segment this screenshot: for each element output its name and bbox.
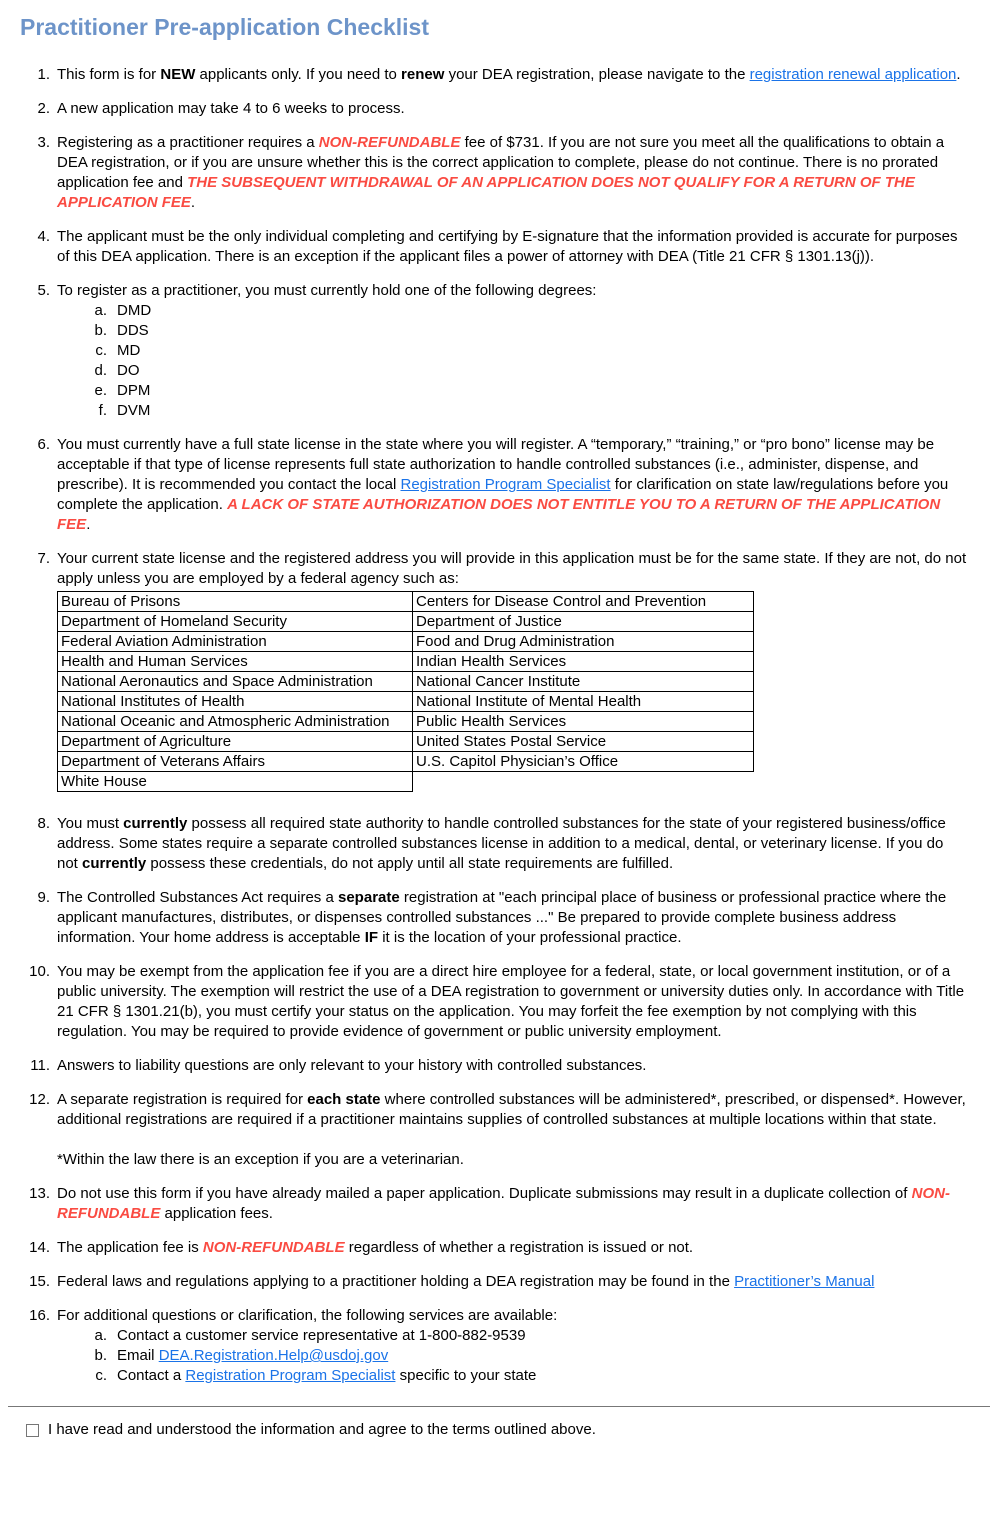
text-run: possess all required state authority to handle controlled substances for the state of your registered business/office address. Some states require a separate controlled substances license in addition to a medical, dental, or veterinary license. If you do not: [57, 815, 946, 872]
sub-item: [57, 1326, 967, 1346]
table-cell: U.S. Capitol Physician’s Office: [413, 752, 754, 772]
item-body: [57, 435, 967, 535]
text-run: A LACK OF STATE AUTHORIZATION DOES NOT ENTITLE YOU TO A RETURN OF THE APPLICATION FEE: [57, 496, 941, 533]
text-run: Registering as a practitioner requires a: [57, 134, 319, 151]
table-cell: Public Health Services: [413, 712, 754, 732]
inline-link[interactable]: Registration Program Specialist: [400, 476, 611, 493]
table-cell: National Cancer Institute: [413, 672, 754, 692]
item-body: [57, 1184, 967, 1224]
text-run: possess these credentials, do not apply until all state requirements are fulfilled.: [146, 855, 674, 872]
text-run: IF: [364, 929, 379, 946]
item-number: 16.: [29, 1307, 50, 1324]
sub-list: [57, 301, 967, 421]
page-title: Practitioner Pre-application Checklist: [20, 14, 430, 40]
sub-item-text: [107, 341, 140, 361]
item-paragraph: [57, 1306, 967, 1326]
text-run: DPM: [117, 382, 151, 399]
text-run: The Controlled Substances Act requires a: [57, 889, 338, 906]
text-run: MD: [117, 342, 141, 359]
item-number: 15.: [29, 1273, 50, 1290]
item-paragraph: [57, 1238, 967, 1258]
sub-item-letter: d.: [94, 362, 107, 379]
sub-item-letter: a.: [94, 302, 107, 319]
item-number: 14.: [29, 1239, 50, 1256]
text-run: NEW: [160, 66, 196, 83]
text-run: NON-REFUNDABLE: [57, 1185, 950, 1222]
list-item: [20, 1090, 976, 1170]
text-run: for clarification on state law/regulations before you complete the application.: [57, 476, 949, 513]
sub-item-letter: c.: [95, 342, 107, 359]
inline-link[interactable]: Registration Program Specialist: [185, 1367, 396, 1384]
sub-item-letter: c.: [95, 1367, 107, 1384]
item-body: [57, 1056, 967, 1076]
text-run: separate: [338, 889, 400, 906]
table-row: [58, 752, 754, 772]
item-paragraph: [57, 962, 967, 1042]
list-item: [20, 888, 976, 948]
item-number: 3.: [37, 134, 50, 151]
item-paragraph: [57, 65, 967, 85]
item-number: 12.: [29, 1091, 50, 1108]
text-run: Contact a customer service representative at 1-800-882-9539: [117, 1327, 526, 1344]
item-paragraph: [57, 1272, 967, 1292]
checklist: [20, 65, 976, 1386]
text-run: NON-REFUNDABLE: [202, 1239, 345, 1256]
text-run: DO: [117, 362, 140, 379]
table-row: [58, 732, 754, 752]
table-cell: Department of Agriculture: [58, 732, 413, 752]
text-run: .: [956, 66, 961, 83]
table-cell: National Institute of Mental Health: [413, 692, 754, 712]
table-cell: Health and Human Services: [58, 652, 413, 672]
table-cell: Federal Aviation Administration: [58, 632, 413, 652]
sub-item-text: [107, 361, 140, 381]
agreement-label: I have read and understood the information and agree to the terms outlined above.: [48, 1421, 596, 1438]
text-run: The applicant must be the only individual completing and certifying by E-signature that the information provided is accurate for purposes of this DEA application. There is an exception if the applicant files a power of attorney with DEA (Title 21 CFR § 1301.13(j)).: [57, 228, 958, 265]
list-item: [20, 962, 976, 1042]
table-cell: Department of Justice: [413, 612, 754, 632]
sub-item: [57, 361, 967, 381]
item-body: [57, 133, 967, 213]
list-item: [20, 1238, 976, 1258]
item-paragraph: [57, 1056, 967, 1076]
sub-item-text: [107, 1326, 526, 1346]
item-paragraph: [57, 1184, 967, 1224]
text-run: Email: [117, 1347, 159, 1364]
text-run: The application fee is: [57, 1239, 203, 1256]
item-body: [57, 99, 967, 119]
list-item: [20, 65, 976, 85]
text-run: A separate registration is required for: [57, 1091, 308, 1108]
item-body: [57, 1272, 967, 1292]
item-paragraph: [57, 281, 967, 301]
text-run: You must: [57, 815, 124, 832]
sub-item: [57, 301, 967, 321]
item-paragraph: [57, 99, 967, 119]
text-run: currently: [123, 815, 188, 832]
item-number: 7.: [37, 550, 50, 567]
sub-item: [57, 401, 967, 421]
text-run: *Within the law there is an exception if you are a veterinarian.: [57, 1151, 464, 1168]
text-run: DVM: [117, 402, 151, 419]
text-run: Contact a: [117, 1367, 186, 1384]
text-run: Answers to liability questions are only relevant to your history with controlled substances.: [57, 1057, 647, 1074]
inline-link[interactable]: DEA.Registration.Help@usdoj.gov: [158, 1347, 389, 1364]
table-cell: Bureau of Prisons: [58, 592, 413, 612]
sub-item-letter: e.: [94, 382, 107, 399]
inline-link[interactable]: registration renewal application: [749, 66, 957, 83]
item-body: [57, 549, 967, 800]
item-paragraph: [57, 549, 967, 589]
table-cell: National Oceanic and Atmospheric Administration: [58, 712, 413, 732]
agreement-checkbox[interactable]: [26, 1424, 39, 1437]
text-run: To register as a practitioner, you must currently hold one of the following degrees:: [57, 282, 597, 299]
agency-table: [57, 591, 754, 792]
table-row: [58, 712, 754, 732]
item-body: [57, 1090, 967, 1170]
sub-item: [57, 1366, 967, 1386]
list-item: [20, 549, 976, 800]
item-body: [57, 888, 967, 948]
item-body: [57, 814, 967, 874]
item-paragraph: [57, 888, 967, 948]
text-run: specific to your state: [395, 1367, 537, 1384]
item-number: 4.: [37, 228, 50, 245]
sub-item-text: [107, 1366, 536, 1386]
table-cell: National Aeronautics and Space Administration: [58, 672, 413, 692]
item-number: 6.: [37, 436, 50, 453]
text-run: This form is for: [57, 66, 161, 83]
table-row: [58, 632, 754, 652]
text-run: registration at "each principal place of business or professional practice where the applicant manufactures, distributes, or dispenses controlled substances ..." Be prepared to provide complete business address information. Your home address is acceptable: [57, 889, 947, 946]
item-paragraph: [57, 814, 967, 874]
sub-item: [57, 341, 967, 361]
sub-item: [57, 381, 967, 401]
sub-item-text: [107, 381, 150, 401]
text-run: THE SUBSEQUENT WITHDRAWAL OF AN APPLICATION DOES NOT QUALIFY FOR A RETURN OF THE APPLICATION FEE: [57, 174, 915, 211]
list-item: [20, 1056, 976, 1076]
table-cell: Department of Homeland Security: [58, 612, 413, 632]
text-run: .: [190, 194, 196, 211]
item-number: 10.: [29, 963, 50, 980]
item-paragraph: [57, 435, 967, 535]
list-item: [20, 814, 976, 874]
text-run: regardless of whether a registration is issued or not.: [344, 1239, 694, 1256]
item-paragraph: [57, 227, 967, 267]
item-number: 13.: [29, 1185, 50, 1202]
sub-list: [57, 1326, 967, 1386]
item-body: [57, 281, 967, 421]
agreement-row: [26, 1420, 976, 1440]
table-row: [58, 612, 754, 632]
text-run: A new application may take 4 to 6 weeks to process.: [57, 100, 405, 117]
text-run: DMD: [117, 302, 152, 319]
text-run: where controlled substances will be administered*, prescribed, or dispensed*. However, additional registrations are required if a practitioner maintains supplies of controlled substances at multiple locations within that state.: [57, 1091, 966, 1128]
sub-item-text: [107, 301, 151, 321]
table-cell: Indian Health Services: [413, 652, 754, 672]
item-number: 8.: [37, 815, 50, 832]
table-row: [58, 652, 754, 672]
list-item: [20, 99, 976, 119]
item-paragraph: [57, 1150, 967, 1170]
list-item: [20, 281, 976, 421]
table-cell: United States Postal Service: [413, 732, 754, 752]
text-run: Your current state license and the registered address you will provide in this application must be for the same state. If they are not, do not apply unless you are employed by a federal agency such as:: [57, 550, 967, 587]
item-body: [57, 962, 967, 1042]
sub-item-text: [107, 401, 150, 421]
list-item: [20, 1184, 976, 1224]
text-run: application fees.: [160, 1205, 273, 1222]
text-run: currently: [82, 855, 147, 872]
item-number: 9.: [37, 889, 50, 906]
table-row: [58, 692, 754, 712]
table-cell: Department of Veterans Affairs: [58, 752, 413, 772]
sub-item-letter: a.: [94, 1327, 107, 1344]
item-number: 2.: [37, 100, 50, 117]
sub-item-letter: f.: [98, 402, 107, 419]
item-number: 5.: [37, 282, 50, 299]
text-run: your DEA registration, please navigate to the: [444, 66, 750, 83]
text-run: You must currently have a full state license in the state where you will register. A “temporary,” “training,” or “pro bono” license may be acceptable if that type of license represents full state authorization to handle controlled substances (i.e., administer, dispense, and prescribe). It is recommended you contact the local: [57, 436, 935, 493]
sub-item-text: [107, 1346, 388, 1366]
table-cell: Food and Drug Administration: [413, 632, 754, 652]
text-run: Federal laws and regulations applying to a practitioner holding a DEA registration may be found in the: [57, 1273, 735, 1290]
table-cell: National Institutes of Health: [58, 692, 413, 712]
table-row: [58, 772, 754, 792]
table-row: [58, 592, 754, 612]
item-body: [57, 227, 967, 267]
list-item: [20, 133, 976, 213]
list-item: [20, 1306, 976, 1386]
text-run: Do not use this form if you have already mailed a paper application. Duplicate submissions may result in a duplicate collection of: [57, 1185, 912, 1202]
text-run: each state: [307, 1091, 381, 1108]
sub-item-letter: b.: [94, 1347, 107, 1364]
text-run: You may be exempt from the application fee if you are a direct hire employee for a federal, state, or local government institution, or of a public university. The exemption will restrict the use of a DEA registration to government or university duties only. In accordance with Title 21 CFR § 1301.21(b), you must certify your status on the application. You may forfeit the fee exemption by not complying with this regulation. You may be required to provide evidence of government or public university employment.: [57, 963, 965, 1040]
list-item: [20, 1272, 976, 1292]
text-run: it is the location of your professional practice.: [378, 929, 682, 946]
item-number: 11.: [30, 1057, 50, 1074]
item-body: [57, 1306, 967, 1386]
text-run: DDS: [117, 322, 149, 339]
sub-item-letter: b.: [94, 322, 107, 339]
item-body: [57, 1238, 967, 1258]
table-cell: Centers for Disease Control and Prevention: [413, 592, 754, 612]
text-run: applicants only. If you need to: [195, 66, 402, 83]
table-row: [58, 672, 754, 692]
divider: [8, 1406, 990, 1407]
sub-item: [57, 1346, 967, 1366]
text-run: fee of $731. If you are not sure you meet all the qualifications to obtain a DEA registration, or if you are unsure whether this is the correct application to complete, please do not continue. There is no prorated application fee and: [57, 134, 945, 191]
text-run: NON-REFUNDABLE: [318, 134, 461, 151]
list-item: [20, 227, 976, 267]
item-paragraph: [57, 1090, 967, 1130]
text-run: For additional questions or clarification, the following services are available:: [57, 1307, 558, 1324]
item-number: 1.: [37, 66, 50, 83]
table-cell: White House: [58, 772, 413, 792]
list-item: [20, 435, 976, 535]
text-run: renew: [401, 66, 445, 83]
inline-link[interactable]: Practitioner’s Manual: [734, 1273, 875, 1290]
sub-item-text: [107, 321, 149, 341]
text-run: .: [86, 516, 91, 533]
sub-item: [57, 321, 967, 341]
item-body: [57, 65, 967, 85]
item-paragraph: [57, 133, 967, 213]
